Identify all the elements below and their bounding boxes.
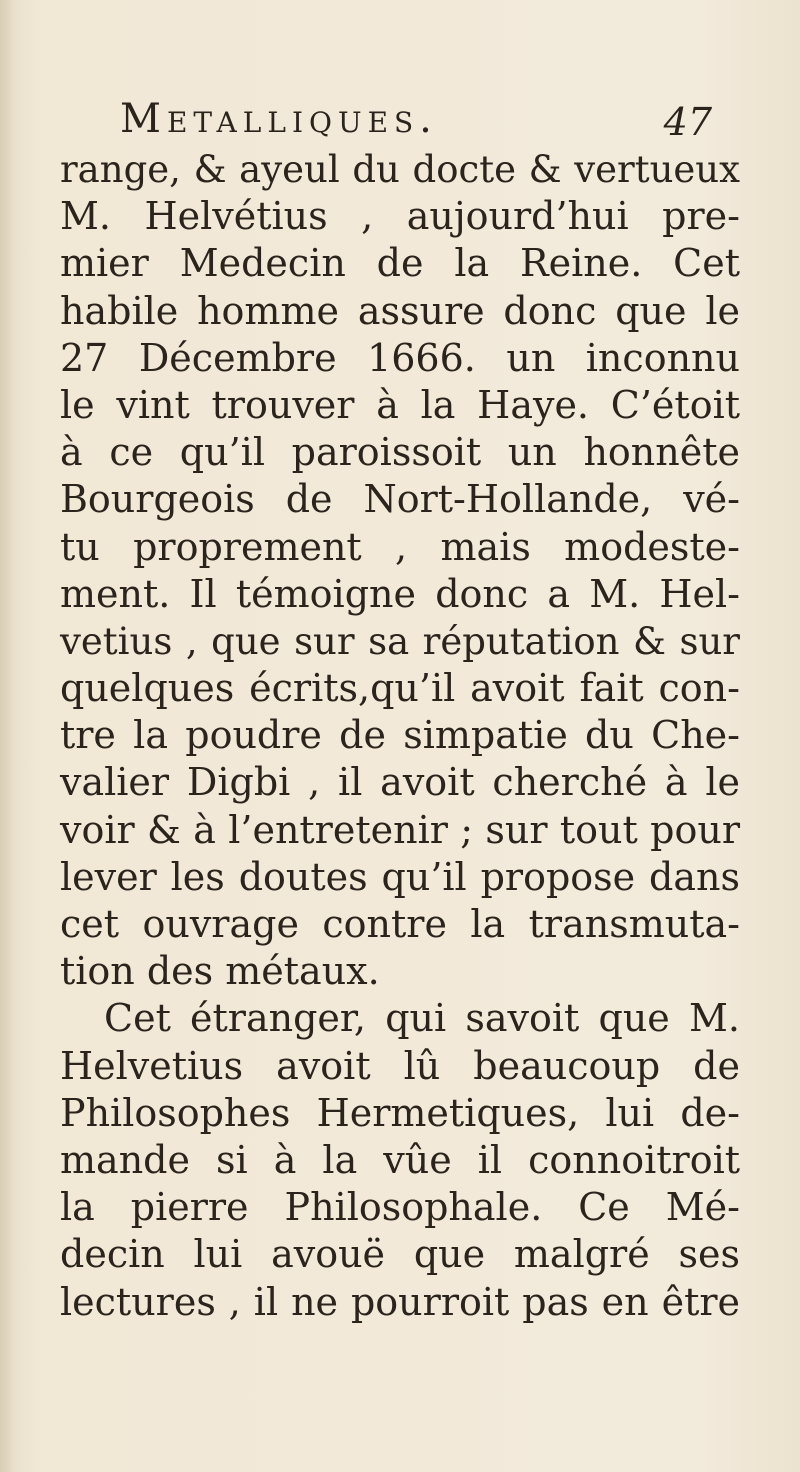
text-line: quelques écrits,qu’il avoit fait con- [60,666,740,711]
text-line: M. Helvétius , aujourd’hui pre- [60,194,740,239]
text-line: voir & à l’entretenir ; sur tout pour [60,807,740,852]
text-line: valier Digbi , il avoit cherché à le [60,760,740,805]
text-line: le vint trouver à la Haye. C’étoit [60,382,740,427]
body-text [60,146,740,1326]
page-number: 47 [663,100,712,144]
text-line: mande si à la vûe il connoitroit [60,1137,740,1182]
page-gutter-shadow [0,0,14,1472]
text-line: la pierre Philosophale. Ce Mé- [60,1185,740,1230]
text-line: tre la poudre de simpatie du Che- [60,713,740,758]
text-line: vetius , que sur sa réputation & sur [60,619,740,663]
text-line: tu proprement , mais modeste- [60,524,740,569]
running-title: Metalliques. [120,96,438,142]
text-line: ment. Il témoigne donc a M. Hel- [60,571,740,616]
text-line: range, & ayeul du docte & vertueux [60,148,740,191]
text-line: lever les doutes qu’il propose dans [60,854,740,899]
text-line: decin lui avouë que malgré ses [60,1232,740,1277]
text-line: Helvetius avoit lû beaucoup de [60,1043,740,1088]
page-header [112,96,712,152]
text-line: mier Medecin de la Reine. Cet [60,241,740,286]
text-line: tion des métaux. [60,949,380,994]
text-line: Philosophes Hermetiques, lui de- [60,1090,740,1135]
text-line: Cet étranger, qui savoit que M. [104,996,740,1041]
text-line: lectures , il ne pourroit pas en être [60,1279,740,1324]
text-line: Bourgeois de Nort-Hollande, vé- [60,477,740,522]
text-line: habile homme assure donc que le [60,288,740,333]
text-line: cet ouvrage contre la transmuta- [60,902,740,946]
text-line: à ce qu’il paroissoit un honnête [60,430,740,475]
text-line: 27 Décembre 1666. un inconnu [60,335,740,380]
